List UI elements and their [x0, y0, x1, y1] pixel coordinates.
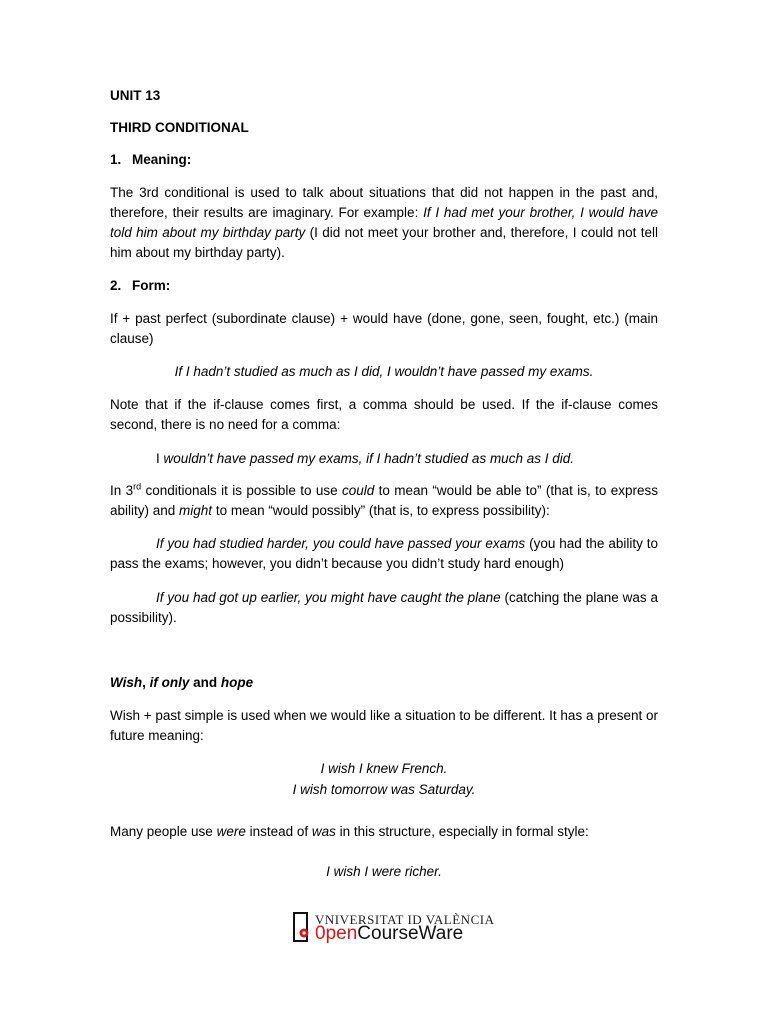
wish-example-3: I wish I were richer.	[326, 864, 442, 879]
wish-intro: Wish + past simple is used when we would like a situation to be different. It has a present or future meaning:	[110, 708, 658, 743]
comma-note: Note that if the if-clause comes first, a comma should be used. If the if-clause comes second, there is no need for a comma:	[110, 397, 658, 432]
could-note: (you had the ability to pass the exams; however, you didn’t because you didn’t study hard enough)	[110, 536, 658, 571]
meaning-text-1: The 3rd conditional is used to talk about situations that did not happen in the past and, therefore, their results are imaginary. For example:	[110, 185, 658, 220]
meaning-number: 1.	[110, 152, 122, 167]
were-text-2: instead of	[245, 824, 312, 839]
opencourseware-wordmark	[315, 923, 463, 945]
section-title: THIRD CONDITIONAL	[110, 120, 249, 135]
might-example-paragraph	[110, 588, 658, 628]
wish-heading-hope: hope	[220, 675, 254, 690]
could-example: If you had studied harder, you could have passed your exams	[156, 536, 526, 551]
were-text-1: Many people use	[110, 824, 217, 839]
were-text-3: in this structure, especially in formal style:	[335, 824, 589, 839]
wish-heading-and: and	[189, 675, 221, 690]
form-rule: If + past perfect (subordinate clause) + would have (done, gone, seen, fought, etc.) (main clause)	[110, 311, 658, 346]
form-example-1: If I hadn’t studied as much as I did, I wouldn’t have passed my exams.	[174, 364, 594, 379]
could-example-paragraph	[110, 534, 658, 574]
modal-text-3: to mean “would be able to” (that is, to express ability) and	[110, 483, 658, 518]
were-word: were	[216, 824, 246, 839]
modal-could: could	[342, 483, 375, 498]
modal-text-2: conditionals it is possible to use	[141, 483, 342, 498]
wish-heading-wish: Wish	[110, 675, 143, 690]
wish-example-1: I wish I knew French.	[320, 761, 448, 776]
meaning-example: If I had met your brother, I would have told him about my birthday party	[110, 205, 658, 240]
opencourseware-logo	[293, 910, 495, 946]
were-paragraph	[110, 822, 658, 842]
university-name: VNIVERSITAT ID VALÈNCIA	[315, 912, 495, 927]
meaning-paragraph	[110, 183, 658, 263]
wish-heading	[110, 673, 658, 693]
logo-courseware: CourseWare	[357, 923, 464, 944]
form-heading	[110, 276, 658, 296]
meaning-heading-text: Meaning:	[132, 152, 192, 167]
might-note: (catching the plane was a possibility).	[110, 590, 658, 625]
wish-heading-sep: ,	[142, 675, 150, 690]
modal-text-1: In 3	[110, 483, 134, 498]
modal-text-4: to mean “would possibly” (that is, to express possibility):	[212, 503, 550, 518]
modal-superscript: rd	[133, 481, 142, 492]
form-example-2-rest: wouldn’t have passed my exams, if I hadn’t studied as much as I did.	[163, 451, 574, 466]
modal-paragraph	[110, 481, 658, 521]
modal-might: might	[179, 503, 213, 518]
wish-heading-ifonly: if only	[149, 675, 190, 690]
university-seal-icon	[293, 912, 311, 942]
form-example-2	[110, 449, 658, 469]
meaning-heading	[110, 150, 658, 170]
form-example-2-lead: I	[156, 451, 164, 466]
was-word: was	[311, 824, 336, 839]
might-example: If you had got up earlier, you might have caught the plane	[156, 590, 501, 605]
form-heading-text: Form:	[132, 278, 171, 293]
unit-title: UNIT 13	[110, 88, 161, 103]
form-number: 2.	[110, 278, 122, 293]
logo-open: 0pen	[315, 923, 358, 944]
meaning-text-2: (I did not meet your brother and, therefore, I could not tell him about my birthday party).	[110, 225, 658, 260]
wish-example-2: I wish tomorrow was Saturday.	[292, 782, 476, 797]
